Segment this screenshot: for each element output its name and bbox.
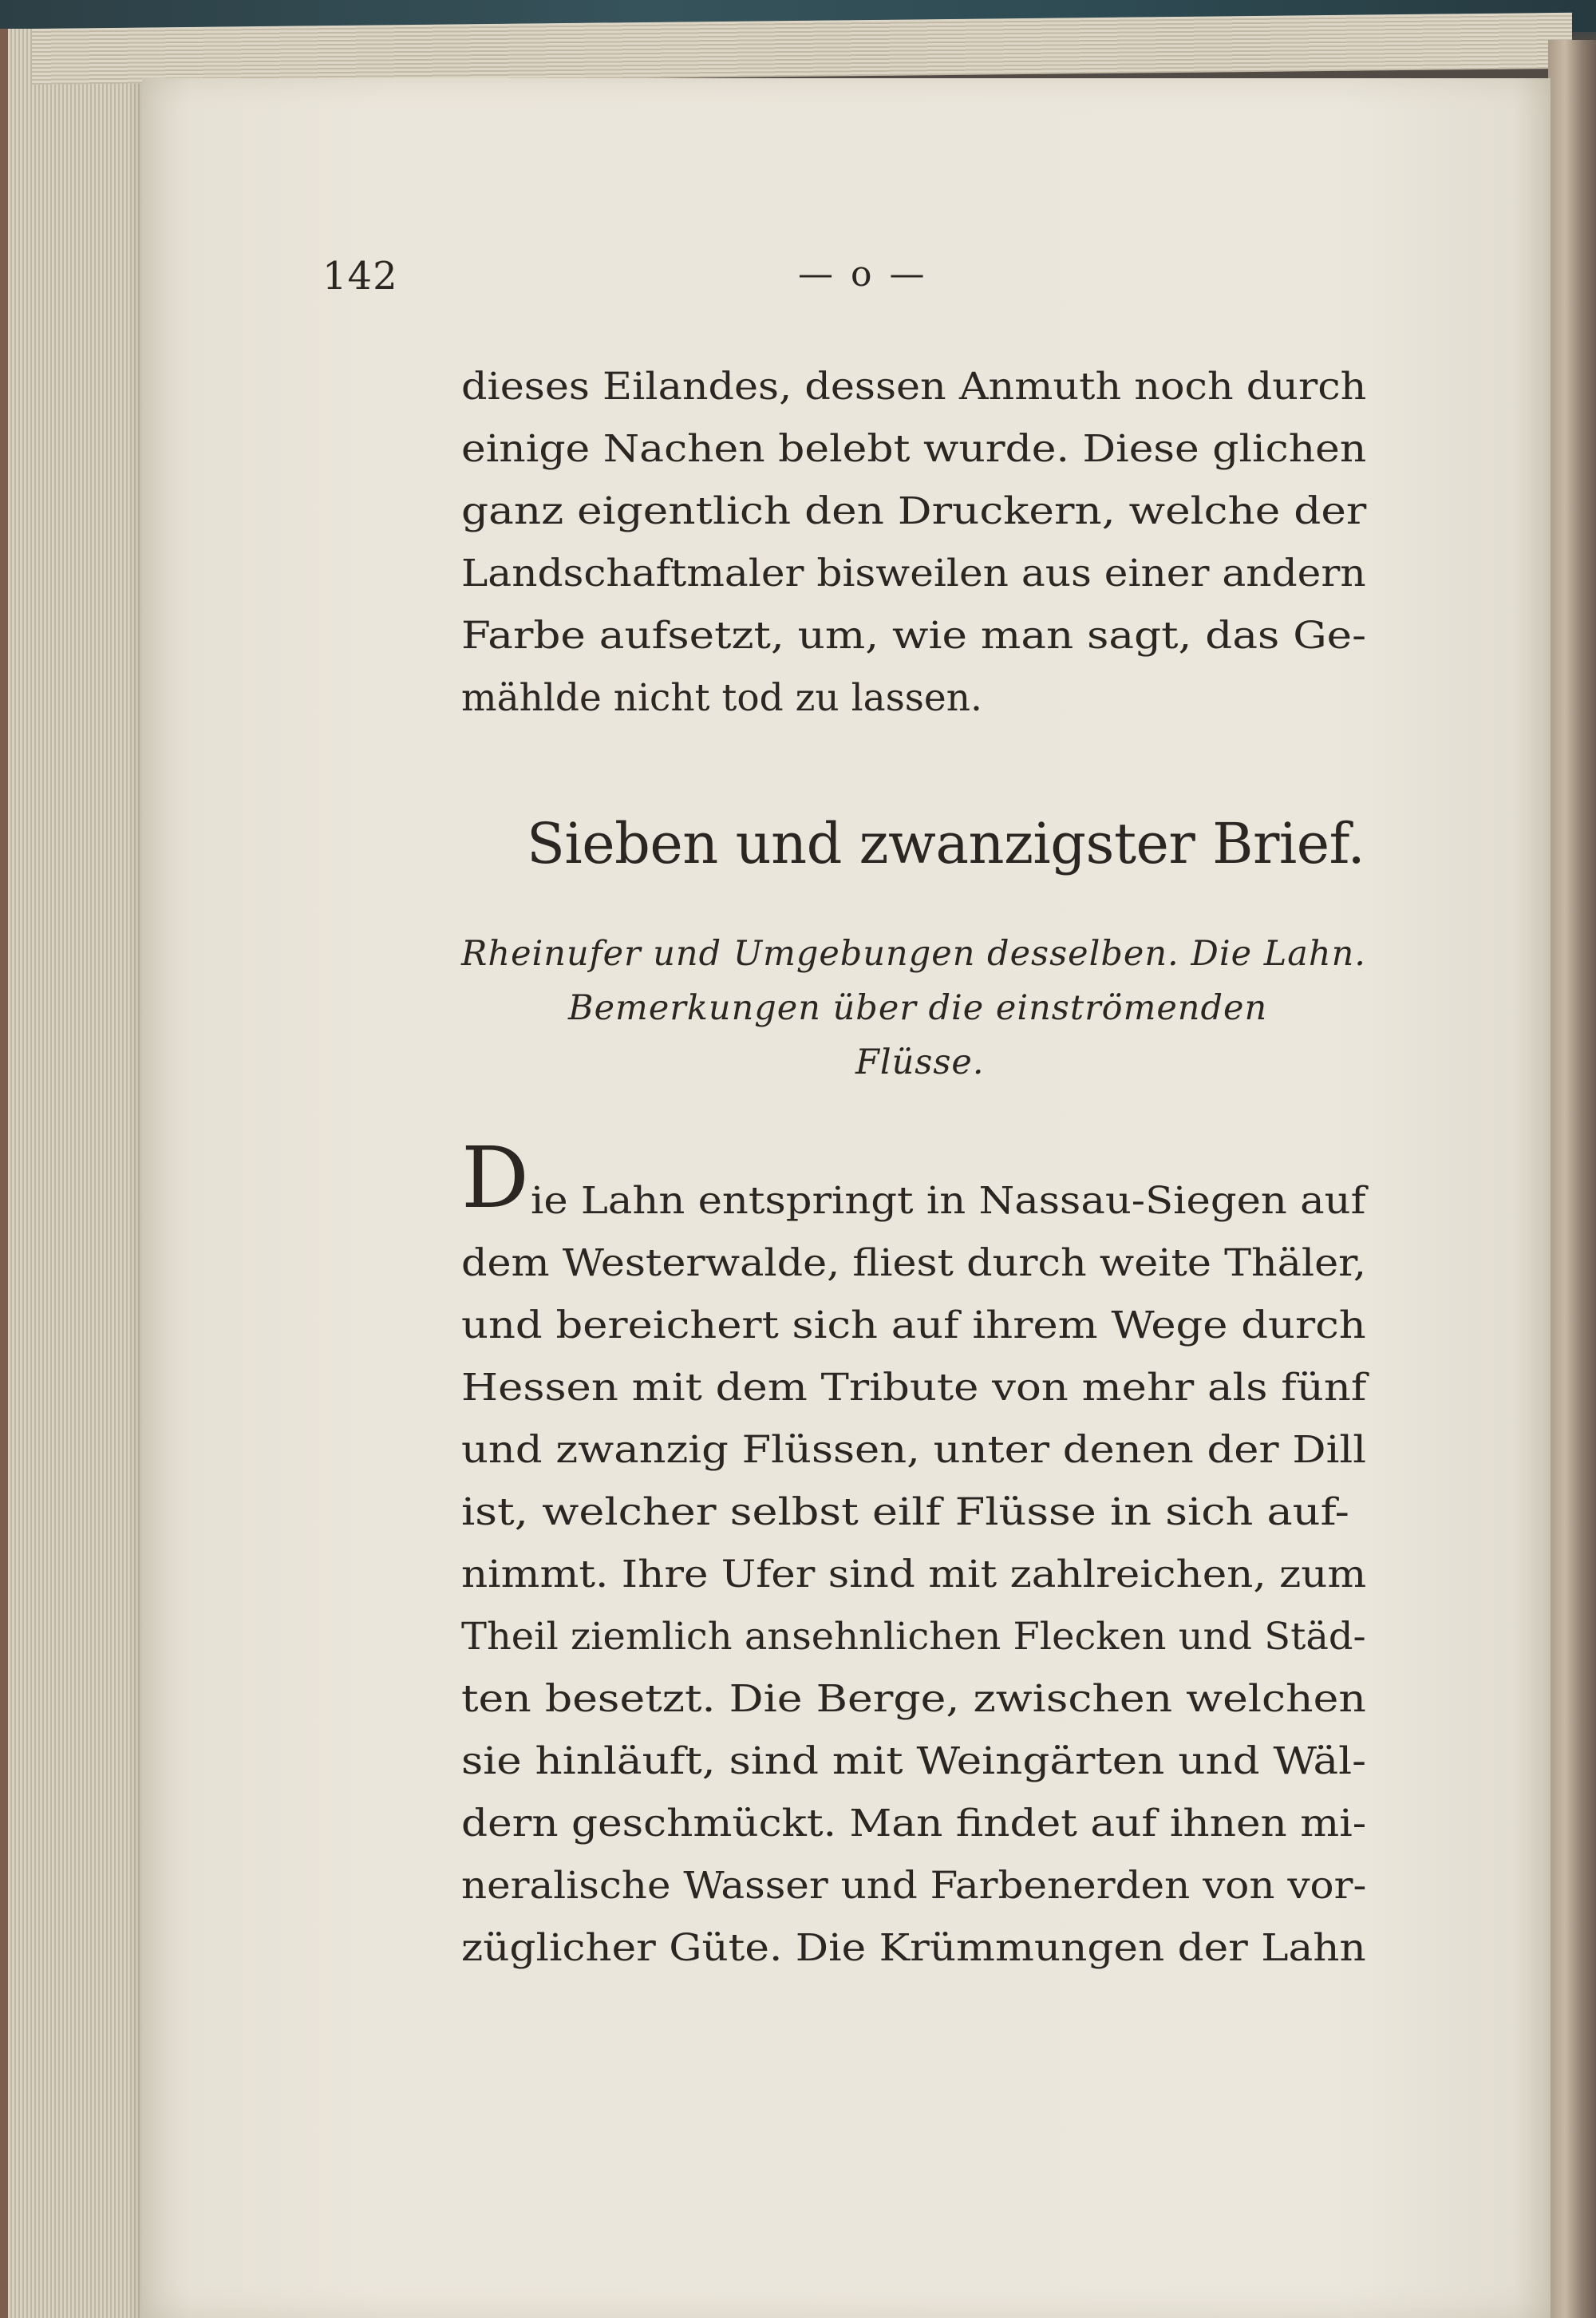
text-line: dem Westerwalde, fliest durch weite Thäler, [461, 1241, 1366, 1285]
text-line: ie Lahn entspringt in Nassau-Siegen auf [531, 1179, 1366, 1223]
text-line: nimmt. Ihre Ufer sind mit zahlreichen, zum [461, 1553, 1367, 1596]
text-line: einige Nachen belebt wurde. Diese glichen [461, 427, 1367, 471]
page-stack-left [0, 29, 160, 2318]
chapter-subtitle-line: Flüsse. [855, 1042, 985, 1082]
running-header-mark: — o — [798, 254, 928, 295]
chapter-title: Sieben und zwanzigster Brief. [527, 811, 1365, 876]
text-line: mählde nicht tod zu lassen. [461, 676, 982, 720]
drop-cap: D [461, 1129, 529, 1227]
text-line: Theil ziemlich ansehnlichen Flecken und Städ- [461, 1615, 1366, 1659]
text-line: Hessen mit dem Tribute von mehr als fünf [461, 1366, 1367, 1410]
text-line: sie hinläuft, sind mit Weingärten und Wäl- [461, 1739, 1367, 1783]
facing-page-edge [1548, 40, 1596, 2318]
text-line: und bereichert sich auf ihrem Wege durch [461, 1303, 1366, 1347]
text-line: züglicher Güte. Die Krümmungen der Lahn [461, 1926, 1366, 1970]
text-line: ist, welcher selbst eilf Flüsse in sich auf- [461, 1490, 1349, 1534]
page-number: 142 [322, 254, 398, 299]
text-line: neralische Wasser und Farbenerden von vor- [461, 1864, 1367, 1908]
text-line: dern geschmückt. Man findet auf ihnen mi- [461, 1802, 1367, 1845]
text-line: Landschaftmaler bisweilen aus einer andern [461, 552, 1366, 595]
chapter-subtitle-line: Bemerkungen über die einströmenden [568, 988, 1268, 1028]
text-line: ganz eigentlich den Druckern, welche der [461, 489, 1367, 533]
text-line: Farbe aufsetzt, um, wie man sagt, das Ge- [461, 614, 1367, 658]
text-line: und zwanzig Flüssen, unter denen der Dill [461, 1428, 1367, 1472]
text-line: dieses Eilandes, dessen Anmuth noch durch [461, 365, 1367, 409]
text-line: ten besetzt. Die Berge, zwischen welchen [461, 1677, 1366, 1721]
chapter-subtitle-line: Rheinufer und Umgebungen desselben. Die Lahn. [461, 934, 1366, 974]
